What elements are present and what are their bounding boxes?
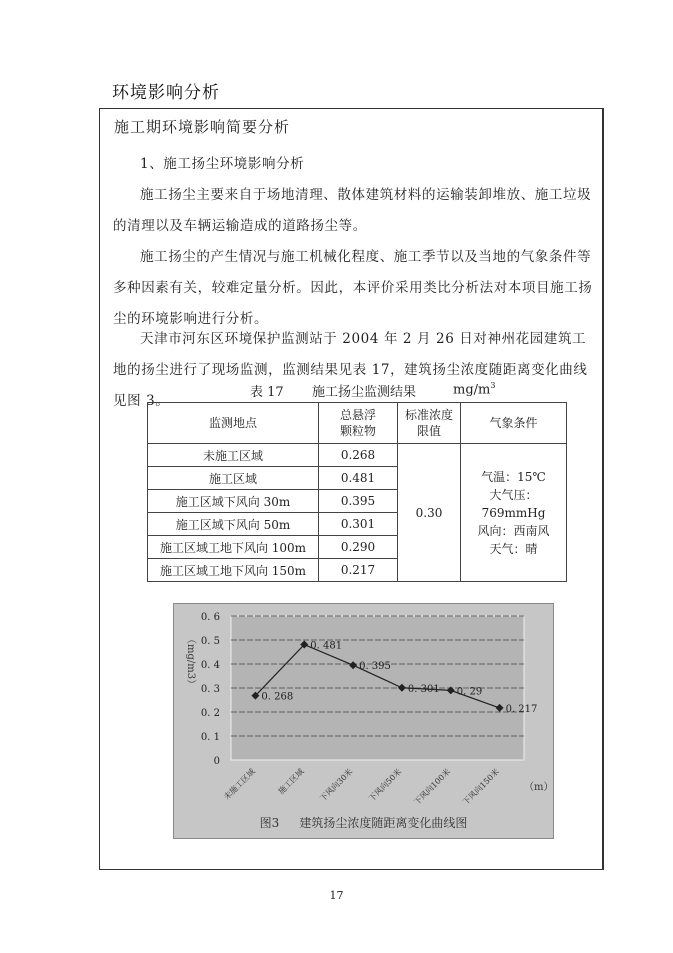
x-tick-label: 下风向50米 [367,767,404,804]
header-limit [398,403,461,444]
paragraph-monitoring: 天津市河东区环境保护监测站于 2004 年 2 月 26 日对神州花园建筑工地的扬尘进行了现场监测，监测结果见表 17，建筑扬尘浓度随距离变化曲线见图 3。 [113,331,588,409]
table-number: 表 17 [250,385,284,400]
header-tsp [319,403,398,444]
y-tick-label: 0. 1 [200,732,220,743]
weather-temp: 气温：15℃ [481,469,546,484]
monitoring-table [147,402,567,582]
data-label: 0. 301 [407,683,440,695]
y-tick-label: 0. 3 [200,684,220,695]
table-unit-sup: 3 [490,381,496,390]
cell-site: 施工区域下风向 50m [148,513,319,536]
line-chart [174,604,553,838]
header-limit-line1: 标准浓度 [404,408,453,422]
cell-site: 施工区域工地下风向 100m [148,536,319,559]
y-tick-labels [201,612,220,767]
weather-wind: 风向：西南风 [477,523,550,538]
data-label: 0. 29 [456,686,483,698]
figure-label: 图3 [259,816,280,830]
cell-site: 施工区域工地下风向 150m [148,559,319,582]
y-tick-label: 0. 6 [200,612,220,623]
weather-pressure: 大气压：769mmHg [481,487,546,520]
table-header-row [148,403,567,444]
cell-tsp: 0.301 [319,513,398,536]
cell-tsp: 0.290 [319,536,398,559]
data-label: 0. 395 [359,661,391,673]
y-axis-label: （mg/m3） [185,634,196,690]
header-weather: 气象条件 [461,403,567,444]
data-label: 0. 217 [505,703,538,715]
x-tick-labels [221,766,501,807]
x-axis-label: （m） [524,782,553,793]
figure-title: 建筑扬尘浓度随距离变化曲线图 [299,816,468,830]
cell-tsp: 0.217 [319,559,398,582]
subsection-title-text: 1、施工扬尘环境影响分析 [140,156,305,172]
subsection-title [113,149,597,180]
cell-standard-limit: 0.30 [398,444,461,582]
header-limit-line2: 限值 [416,424,441,438]
cell-site: 未施工区域 [148,444,319,467]
cell-tsp: 0.268 [319,444,398,467]
cell-tsp: 0.481 [319,467,398,490]
cell-tsp: 0.395 [319,490,398,513]
data-label: 0. 481 [310,640,343,652]
cell-site: 施工区域下风向 30m [148,490,319,513]
data-label: 0. 268 [261,691,294,703]
y-tick-label: 0. 5 [200,636,220,647]
x-tick-label: 下风向100米 [412,767,453,807]
weather-sky: 天气：晴 [489,541,538,556]
cell-weather [461,444,567,582]
x-tick-label: 施工区域 [276,767,306,797]
x-tick-label: 未施工区域 [222,767,257,802]
paragraph-dust-sources: 施工扬尘主要来自于场地清理、散体建筑材料的运输装卸堆放、施工垃圾的清理以及车辆运输造成的道路扬尘等。 [113,187,592,234]
y-tick-label: 0. 4 [200,660,220,671]
table-unit-base: mg/m [453,382,491,398]
header-tsp-line2: 颗粒物 [339,424,376,438]
cell-site: 施工区域 [148,467,319,490]
x-tick-label: 下风向30米 [318,767,355,804]
section-heading: 环境影响分析 [112,83,220,103]
table-title: 施工扬尘监测结果 [312,385,417,400]
header-tsp-line1: 总悬浮 [339,408,376,422]
y-tick-label: 0 [213,756,220,767]
chart-figure [173,603,554,839]
figure-caption [174,814,553,831]
frame-title: 施工期环境影响简要分析 [114,118,291,136]
y-tick-label: 0. 2 [200,708,220,719]
page-number: 17 [329,889,344,902]
x-tick-label: 下风向150米 [461,767,501,807]
table-row [148,444,567,467]
table-unit [453,381,495,397]
header-site: 监测地点 [148,403,319,444]
paragraph-dust-factors: 施工扬尘的产生情况与施工机械化程度、施工季节以及当地的气象条件等多种因素有关，较难定量分析。因此，本评价采用类比分析法对本项目施工扬尘的环境影响进行分析。 [113,249,593,327]
